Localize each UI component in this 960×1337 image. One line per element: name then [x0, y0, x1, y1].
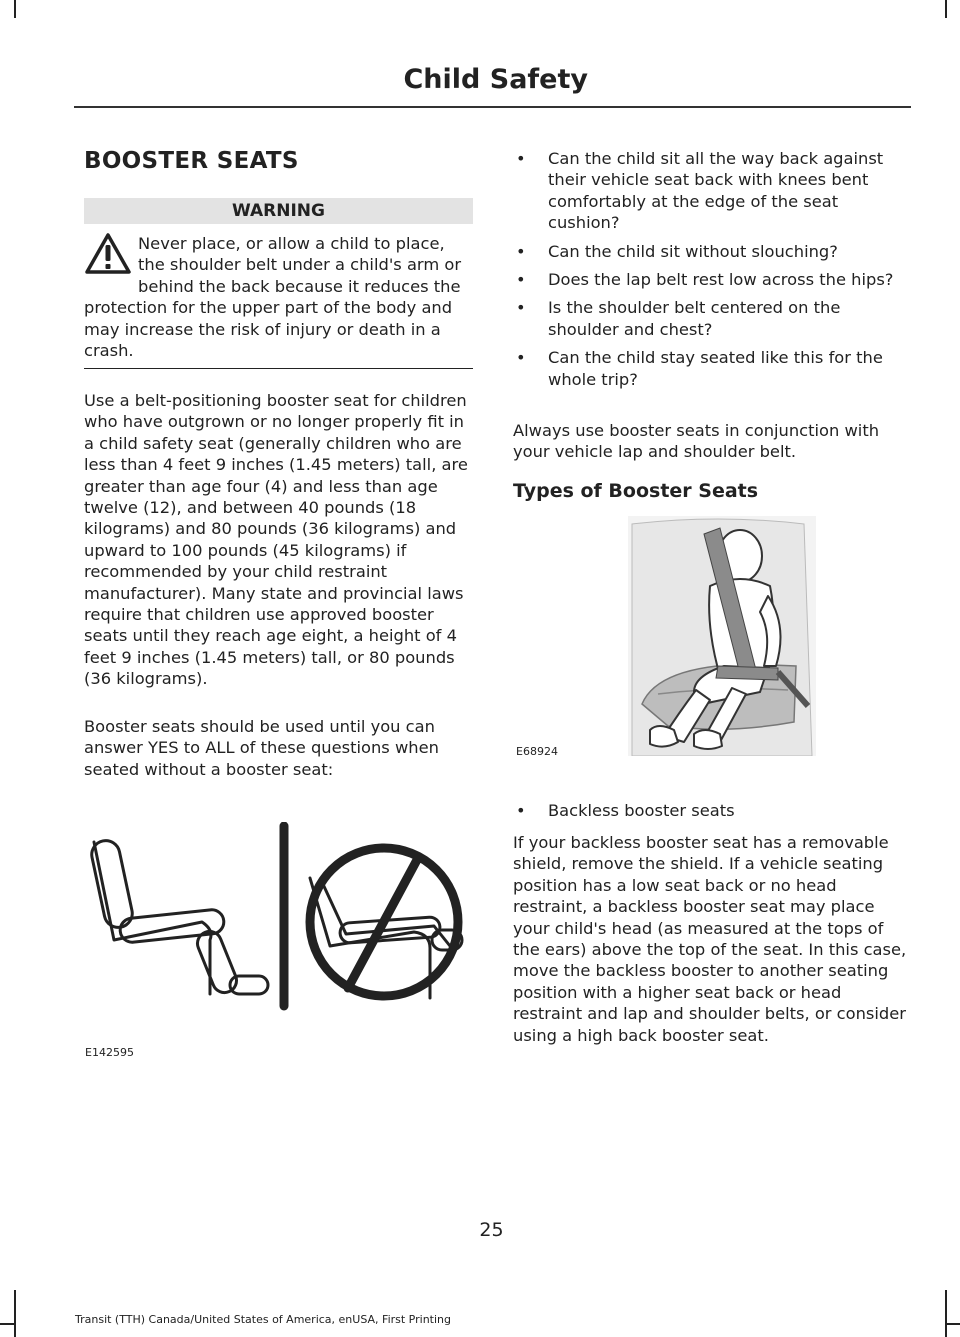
crop-mark-top-right-vertical	[945, 0, 947, 18]
crop-mark-bottom-right-vertical	[945, 1290, 947, 1337]
child-other-foot	[694, 730, 722, 749]
types-heading: Types of Booster Seats	[513, 480, 759, 502]
right-figure-code: E68924	[516, 745, 558, 758]
list-item: • Can the child sit all the way back against their vehicle seat back with knees bent comfortably at the edge of the seat cushion?	[516, 149, 884, 233]
correct-fit-seat	[94, 842, 211, 994]
backless-booster-illustration	[628, 516, 816, 756]
header-divider	[74, 106, 911, 108]
lap-belt-paragraph: Always use booster seats in conjunction with your vehicle lap and shoulder belt.	[513, 421, 880, 462]
crop-mark-bottom-left-vertical	[14, 1290, 16, 1337]
questions-intro-paragraph: Booster seats should be used until you can answer YES to ALL of these questions when seated without a booster seat:	[84, 717, 439, 779]
crop-mark-bottom-left-horizontal	[0, 1323, 15, 1325]
list-item: • Is the shoulder belt centered on the shoulder and chest?	[516, 298, 841, 339]
eligibility-paragraph: Use a belt-positioning booster seat for children who have outgrown or no longer properly fit in a child safety seat (generally children who are less than 4 feet 9 inches (1.45 meters) tall, are greater than age four (4) and less than age twelve (12), and between 40 pounds (18 kilograms) and 80 pounds (36 kilograms) and upward to 100 pounds (45 kilograms) if recommended by your child restraint manufacturer). Many state and provincial laws require that children use approved booster seats until they reach age eight, a height of 4 feet 9 inches (1.45 meters) tall, or 80 pounds (36 kilograms).	[84, 391, 468, 689]
footer-text: Transit (TTH) Canada/United States of America, enUSA, First Printing	[75, 1313, 451, 1326]
warning-text-block	[84, 233, 475, 361]
crop-mark-top-left-vertical	[14, 0, 16, 18]
list-item: • Can the child sit without slouching?	[516, 241, 838, 261]
warning-divider	[84, 368, 473, 369]
correct-fit-shin	[194, 928, 240, 996]
child-foot	[650, 726, 678, 747]
chapter-title: Child Safety	[403, 64, 588, 95]
list-item: • Does the lap belt rest low across the hips?	[516, 270, 894, 290]
section-title: BOOSTER SEATS	[84, 148, 299, 174]
list-item: • Backless booster seats	[516, 801, 735, 820]
booster-types-list	[513, 800, 913, 821]
page-number: 25	[479, 1219, 504, 1241]
warning-label: WARNING	[84, 198, 473, 224]
backless-paragraph: If your backless booster seat has a removable shield, remove the shield. If a vehicle seating position has a low seat back or no head restraint, a backless booster seat may place your child's head (as measured at the tops of the ears) above the top of the seat. In this case, move the backless booster to another seating position with a higher seat back or head restraint and lap and shoulder belts, or consider using a high back booster seat.	[513, 833, 907, 1045]
lap-belt	[716, 666, 778, 680]
left-figure-code: E142595	[85, 1046, 134, 1059]
list-item: • Can the child stay seated like this for the whole trip?	[516, 348, 883, 389]
crop-mark-bottom-right-horizontal	[945, 1323, 960, 1325]
warning-text: Never place, or allow a child to place, the shoulder belt under a child's arm or behind the back because it reduces the protection for the upper part of the body and may increase the risk of injury or death in a crash.	[84, 234, 462, 361]
fit-questions-list	[513, 148, 913, 397]
seat-fit-comparison-figure	[84, 822, 474, 1042]
